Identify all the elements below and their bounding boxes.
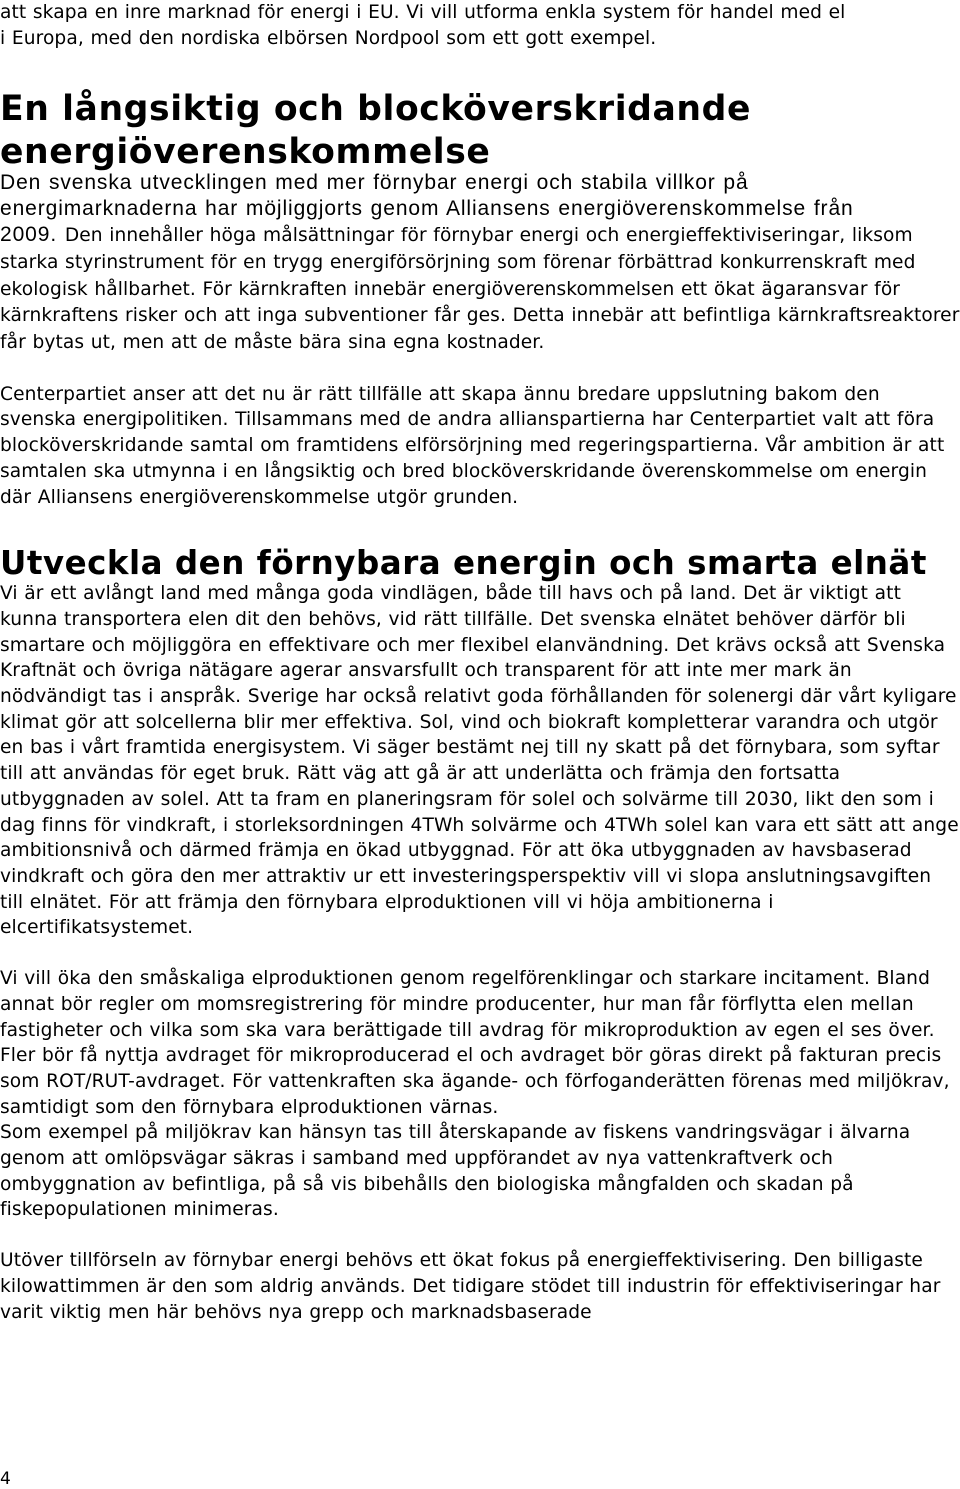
section1-heading: [0, 88, 960, 174]
section1-subheading-line-2: energimarknaderna har möjliggjorts genom Alliansens energiöverenskommelse från: [0, 197, 854, 221]
section1-paragraph-2: Centerpartiet anser att det nu är rätt tillfälle att skapa ännu bredare uppslutning bakom den svenska energipolitiken. Tillsammans med de andra allianspartierna har Centerpartiet valt att föra blocköverskridande samtal om framtidens elförsörjning med regeringspartierna. Vår ambition är att samtalen ska utmynna i en långsiktig och bred blocköverskridande överenskommelse om energin där Alliansens energiöverenskommelse utgör grunden.: [0, 383, 945, 508]
section2-paragraph-2: Vi vill öka den småskaliga elproduktionen genom regelförenklingar och starkare incitament. Bland annat bör regler om momsregistrering för mindre producenter, hur man får förflytta elen mellan fastigheter och vilka som ska vara berättigade till avdrag för mikroproduktion av egen el ses över. Fler bör få nyttja avdraget för mikroproducerad el och avdraget bör göras direkt på fakturan precis som ROT/RUT-avdraget. För vattenkraften ska ägande- och förfoganderätten förenas med miljökrav, samtidigt som den förnybara elproduktionen värnas.: [0, 968, 950, 1118]
section2-heading: Utveckla den förnybara energin och smarta elnät: [0, 544, 927, 583]
section1-subheading-line-1: Den svenska utvecklingen med mer förnybar energi och stabila villkor på: [0, 171, 749, 195]
page-number: 4: [0, 1469, 11, 1489]
section1-subheading: [0, 170, 960, 355]
section1-heading-line-2: energiöverenskommelse: [0, 132, 491, 173]
section2-paragraph-4: Utöver tillförseln av förnybar energi behövs ett ökat fokus på energieffektivisering. Den billigaste kilowattimmen är den som aldrig används. Det tidigare stödet till industrin för effektiviseringar har varit viktig men här behövs nya grepp och marknadsbaserade: [0, 1250, 941, 1323]
intro-line-1: att skapa en inre marknad för energi i EU. Vi vill utforma enkla system för handel med el: [0, 2, 846, 23]
section2-paragraph-3: Som exempel på miljökrav kan hänsyn tas till återskapande av fiskens vandringsvägar i älvarna genom att omlöpsvägar säkras i samband med uppförandet av nya vattenkraftverk och ombyggnation av befintliga, på så vis bibehålls den biologiska mångfalden och skadan på fiskepopulationen minimeras.: [0, 1122, 911, 1221]
section1-subheading-line-3: 2009.: [0, 223, 58, 247]
intro-paragraph: [0, 0, 960, 51]
section2-paragraph-1: Vi är ett avlångt land med många goda vindlägen, både till havs och på land. Det är viktigt att kunna transportera elen dit den behövs, vid rätt tillfälle. Det svenska elnätet behöver därför bli smartare och möjliggöra en effektivare och mer flexibel elanvändning. Det krävs också att Svenska Kraftnät och övriga nätägare agerar ansvarsfullt och transparent för att inte mer mark än nödvändigt tas i anspråk. Sverige har också relativt goda förhållanden för solenergi där vårt kyligare klimat gör att solcellerna blir mer effektiva. Sol, vind och biokraft kompletterar varandra och utgör en bas i vårt framtida energisystem. Vi säger bestämt nej till ny skatt på det förnybara, som syftar till att användas för eget bruk. Rätt väg att gå är att underlätta och främja den fortsatta utbyggnaden av solel. Att ta fram en planeringsram för solel och solvärme till 2030, likt den som i dag finns för vindkraft, i storleksordningen 4TWh solvärme och 4TWh solel kan vara ett sätt att ange ambitionsnivå och därmed främja en ökad utbyggnad. För att öka utbyggnaden av havsbaserad vindkraft och göra den mer attraktiv ur ett investeringsperspektiv vill vi slopa anslutningsavgiften till elnätet. För att främja den förnybara elproduktionen vill vi höja ambitionerna i elcertifikatsystemet.: [0, 583, 959, 939]
intro-line-2: i Europa, med den nordiska elbörsen Nordpool som ett gott exempel.: [0, 27, 657, 49]
section1-heading-line-1: En långsiktig och blocköverskridande: [0, 89, 752, 130]
section1-paragraph-1: Den innehåller höga målsättningar för förnybar energi och energieffektiviseringar, liksom starka styrinstrument för en trygg energiförsörjning som förenar förbättrad konkurrenskraft med ekologisk hållbarhet. För kärnkraften innebär energiöverenskommelsen ett ökat ägaransvar för kärnkraftens risker och att inga subventioner får ges. Detta innebär att befintliga kärnkraftsreaktorer får bytas ut, men att de måste bära sina egna kostnader.: [0, 225, 960, 354]
